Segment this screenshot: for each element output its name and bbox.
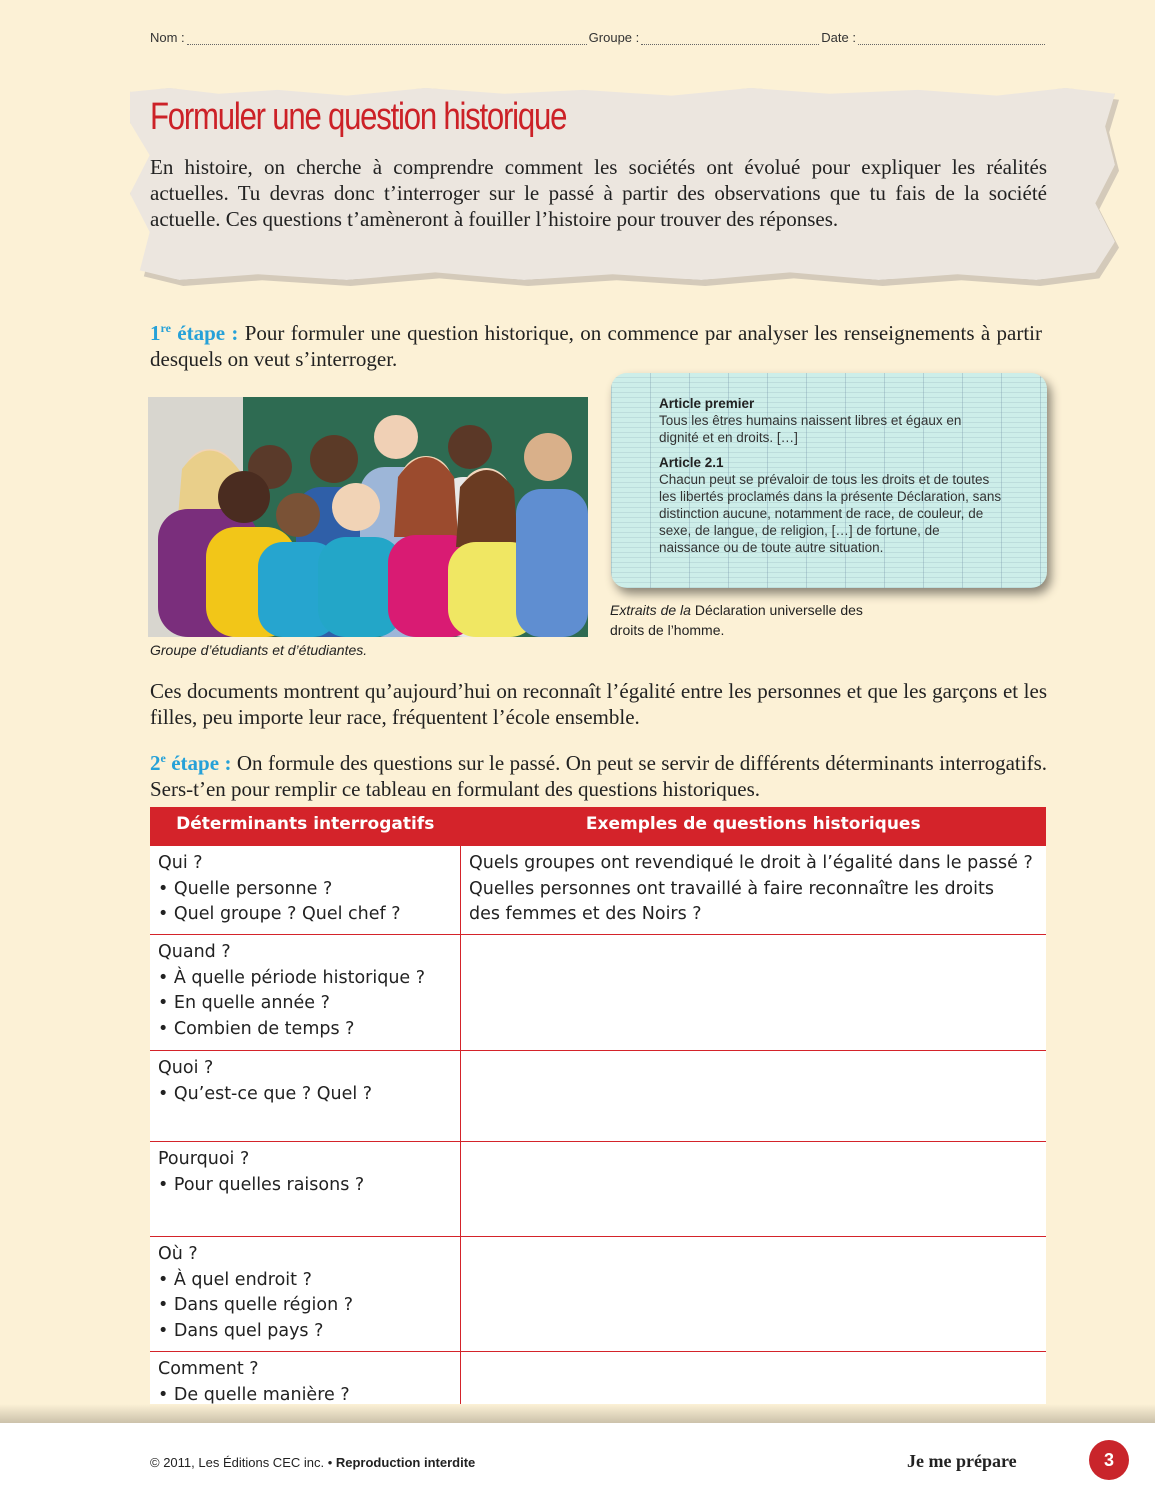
intro-text: En histoire, on cherche à comprendre comment les sociétés ont évolué pour expliquer les réalités actuelles. Tu devras donc t’interroger sur le passé à partir des observations que tu fais de la société actuelle. Ces questions t’amèneront à fouiller l’histoire pour trouver des réponses. [150,155,1047,231]
example-cell[interactable] [461,1051,1047,1142]
student-info-header [150,30,1047,45]
name-field[interactable] [187,32,587,45]
article-1-text: Tous les êtres humains naissent libres et égaux en dignité et en droits. […] [659,413,962,445]
page-title: Formuler une question historique [150,96,567,138]
observation-text: Ces documents montrent qu’aujourd’hui on reconnaît l’égalité entre les personnes et que les garçons et les filles, peu importe leur race, fréquentent l’école ensemble. [150,679,1047,729]
declaration-caption: Extraits de la Déclaration universelle des droits de l’homme. [610,602,863,638]
table-row [150,1237,1046,1352]
determinant-cell: Comment ? • De quelle manière ? [150,1352,461,1418]
determinant-cell: Pourquoi ? • Pour quelles raisons ? [150,1142,461,1237]
footer-shadow [0,1404,1155,1424]
header-determinants: Déterminants interrogatifs [150,807,461,845]
table-row [150,845,1046,935]
determinant-cell: Qui ? • Quelle personne ? • Quel groupe ? Quel chef ? [150,845,461,935]
question-table [150,807,1046,1418]
student-group-photo [148,397,588,637]
declaration-card [611,373,1047,588]
step-2 [150,745,1047,802]
article-2-title: Article 2.1 [659,455,724,470]
determinant-cell: Quoi ? • Qu’est-ce que ? Quel ? [150,1051,461,1142]
step-1 [150,315,1042,372]
page-number: 3 [1089,1440,1129,1480]
example-cell[interactable]: Quels groupes ont revendiqué le droit à l’égalité dans le passé ? Quelles personnes ont travaillé à faire reconnaître les droits des femmes et des Noirs ? [461,845,1047,935]
table-row [150,1051,1046,1142]
section-title: Je me prépare [907,1451,1017,1471]
article-1-title: Article premier [659,396,755,411]
example-cell[interactable] [461,1237,1047,1352]
example-cell[interactable] [461,1142,1047,1237]
article-2-text: Chacun peut se prévaloir de tous les droits et de toutes les libertés proclamés dans la présente Déclaration, sans distinction aucune, notamment de race, de couleur, de sexe, de langue, de religion, […] de fortune, de naissance ou de toute autre situation. [659,472,1002,555]
date-label: Date : [821,30,856,45]
name-label: Nom : [150,30,185,45]
copyright-notice: © 2011, Les Éditions CEC inc. • Reproduction interdite [150,1455,476,1470]
date-field[interactable] [858,32,1045,45]
group-label: Groupe : [588,30,640,45]
group-field[interactable] [641,32,819,45]
determinant-cell: Quand ? • À quelle période historique ? • En quelle année ? • Combien de temps ? [150,935,461,1051]
determinant-cell: Où ? • À quel endroit ? • Dans quelle région ? • Dans quel pays ? [150,1237,461,1352]
table-row [150,1142,1046,1237]
table-row [150,935,1046,1051]
header-examples: Exemples de questions historiques [461,807,1047,845]
step-1-label: 1re étape : [150,321,239,345]
step-2-text: On formule des questions sur le passé. On peut se servir de différents déterminants interrogatifs. Sers-t’en pour remplir ce tableau en formulant des questions historiques. [150,751,1048,801]
photo-caption: Groupe d’étudiants et d’étudiantes. [150,642,368,658]
example-cell[interactable] [461,935,1047,1051]
step-2-label: 2e étape : [150,751,232,775]
step-1-text: Pour formuler une question historique, on commence par analyser les renseignements à partir desquels on veut s’interroger. [150,321,1043,371]
